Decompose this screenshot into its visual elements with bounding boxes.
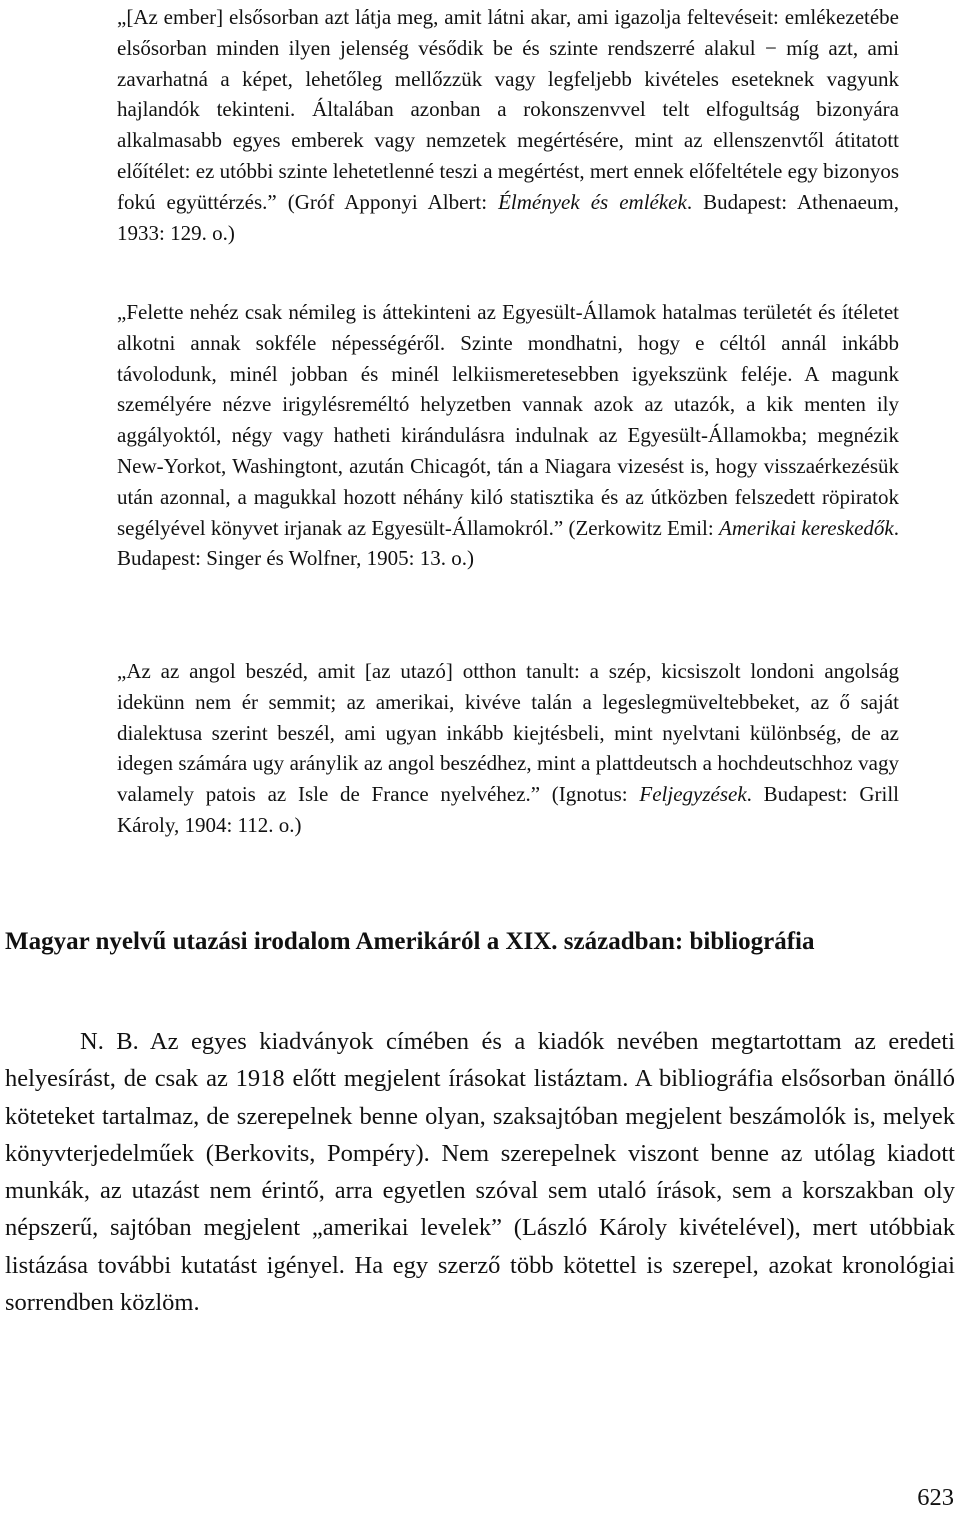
quote-apponyi xyxy=(117,2,899,248)
quote-ignotus xyxy=(117,656,899,841)
quote-ignotus-text: „Az az angol beszéd, amit [az utazó] otthon tanult: a szép, kicsiszolt londoni angolság idekünn nem ér semmit; az amerikai, kivéve talán a legeslegmüveltebbeket, az ő saját dialektusa szerint beszél, ami ugyan inkább kiejtésbeli, mint nyelvtani különbség, de az idegen számára ugy aránylik az angol beszédhez, mint a plattdeutsch a hochdeutschhoz vagy valamely patois az Isle de France nyelvéhez.” (Ignotus: xyxy=(117,659,899,807)
quote-zerkowitz-text: „Felette nehéz csak némileg is áttekinteni az Egyesült-Államok hatalmas területét és ítéletet alkotni annak sokféle népességéről. Szinte mondhatni, hogy e céltól annál inkább távolodunk, minél jobban és minél lelkiismeretesebben igyekszünk feléje. A magunk személyére nézve irigylésreméltó helyzetben vannak azok az utazók, a kik menten ily aggályoktól, négy vagy hatheti kirándulásra indulnak az Egyesült-Államokba; megnézik New-Yorkot, Washingtont, azután Chicagót, tán a Niagara vizesést is, hogy visszaérkezésük után azonnal, a magukkal hozott néhány kiló statisztika és az útközben felszedett röpiratok segélyével könyvet irjanak az Egyesült-Államokról.” (Zerkowitz Emil: xyxy=(117,300,899,540)
page-number: 623 xyxy=(917,1484,954,1511)
quote-apponyi-book-title: Élmények és emlékek xyxy=(498,189,687,214)
quote-ignotus-citation: . Budapest: Grill Károly, 1904: 112. o.) xyxy=(117,782,900,837)
section-heading: Magyar nyelvű utazási irodalom Amerikáról a XIX. században: bibliográfia xyxy=(5,928,815,955)
quote-zerkowitz xyxy=(117,297,899,574)
quote-apponyi-text: „[Az ember] elsősorban azt látja meg, amit látni akar, ami igazolja feltevéseit: emlékezetébe elsősorban minden ilyen jelenség vésődik be és szinte rendszerré alakul − míg azt, ami zavarhatná a képet, lehetőleg mellőzzük vagy legfeljebb kivételes eseteknek vagyunk hajlandók tekinteni. Általában azonban a rokonszenvvel telt elfogultság bizonyára alkalmasabb egyes emberek vagy nemzetek megértésére, mint az ellenszenvtől átitatott előítélet: ez utóbbi szinte lehetetlenné teszi a megértést, mert ennek előfeltétele egy bizonyos fokú együttérzés.” (Gróf Apponyi Albert: xyxy=(117,5,899,214)
quote-zerkowitz-book-title: Amerikai kereskedők xyxy=(719,515,894,540)
section-body: N. B. Az egyes kiadványok címében és a kiadók nevében megtartottam az eredeti helyesírást, de csak az 1918 előtt megjelent írásokat listáztam. A bibliográfia elsősorban önálló köteteket tartalmaz, de szerepelnek benne olyan, szaksajtóban megjelent beszámolók is, melyek könyvterjedelműek (Berkovits, Pompéry). Nem szerepelnek viszont benne az utólag kiadott munkák, az utazást nem érintő, arra egyetlen szóval sem utaló írások, sem a korszakban oly népszerű, sajtóban megjelent „amerikai levelek” (László Károly kivételével), mert utóbbiak listázása további kutatást igényel. Ha egy szerző több kötettel is szerepel, azokat kronológiai sorrendben közlöm. xyxy=(5,1028,955,1317)
quote-zerkowitz-citation: . Budapest: Singer és Wolfner, 1905: 13. o.) xyxy=(117,515,899,571)
quote-ignotus-book-title: Feljegyzések xyxy=(639,782,747,807)
quote-apponyi-citation: . Budapest: Athenaeum, 1933: 129. o.) xyxy=(117,189,899,245)
